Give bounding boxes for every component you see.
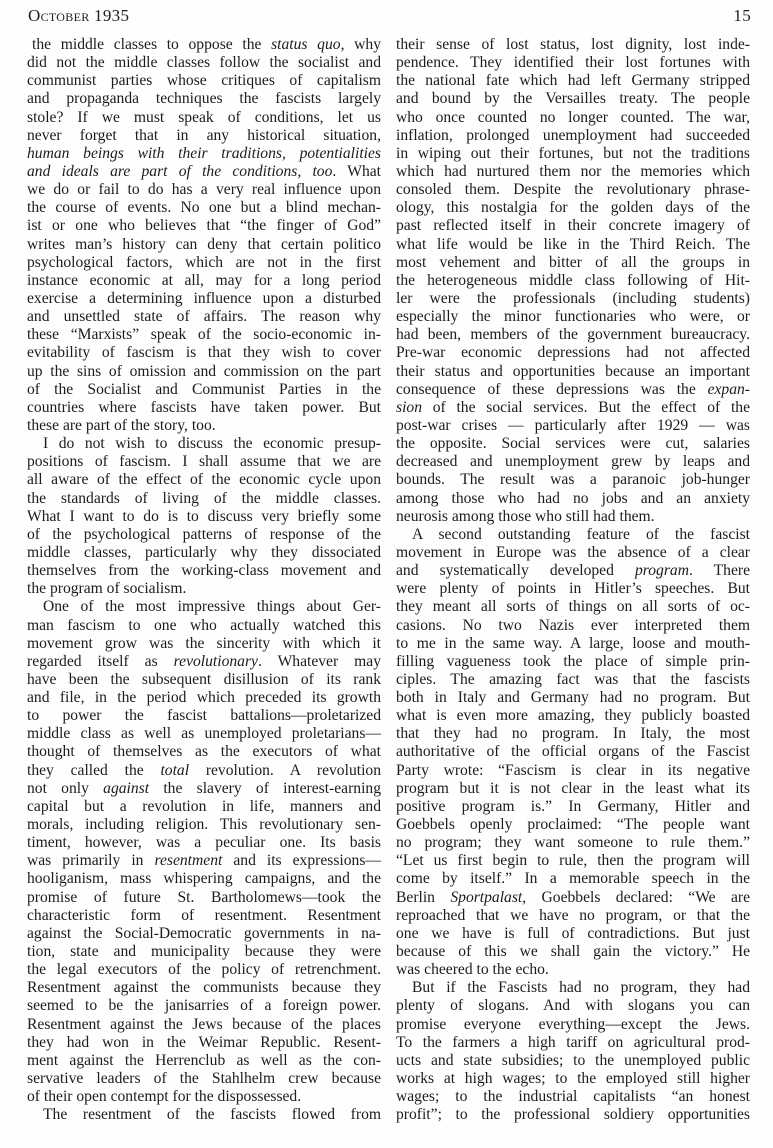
text-line: psychological factors, which are not in the first (27, 253, 381, 271)
text-line: consoled them. Despite the revolutionary phrase- (396, 181, 750, 199)
text-line: the legal executors of the policy of retrenchment. (27, 961, 381, 979)
text-line: the course of events. No one but a blind mechan- (27, 199, 381, 217)
text-line: especially the minor functionaries who were, or (396, 308, 750, 326)
text-line: these are part of the story, too. (27, 416, 216, 434)
text-line: the standards of living of the middle classes. (27, 489, 381, 507)
text-line: neurosis among those who still had them. (396, 507, 655, 525)
text-line: evitability of fascism is that they wish to cover (27, 344, 381, 362)
text-line: positive program is.” In Germany, Hitler and (396, 797, 750, 815)
page-number: 15 (733, 6, 751, 25)
text-line: both in Italy and Germany had no program. But (396, 689, 750, 707)
text-line: wages; to the industrial capitalists “an honest (396, 1088, 750, 1106)
text-line: they meant all sorts of things on all sorts of oc- (396, 598, 750, 616)
text-line: capital but a revolution in life, manners and (27, 797, 381, 815)
text-line: was primarily in resentment and its expressions— (27, 852, 381, 870)
text-line: their sense of lost status, lost dignity, lost inde- (396, 36, 750, 53)
text-line: reproached that we have no program, or that the (396, 906, 750, 924)
text-line: were plenty of points in Hitler’s speeches. But (396, 580, 750, 598)
text-line: and systematically developed program. There (396, 562, 751, 580)
text-line: the heterogeneous middle class following of Hit- (396, 271, 750, 289)
text-line: come by itself.” In a memorable speech in the (396, 870, 750, 888)
text-line: no program; they want someone to rule them.” (396, 834, 750, 852)
text-line: Goebbels openly proclaimed: “The people want (396, 816, 750, 834)
text-line: sion of the social services. But the effect of the (396, 398, 750, 416)
text-line: stole? If we must speak of conditions, let us (27, 108, 381, 126)
text-line: what life would be like in the Third Reich. The (396, 235, 750, 253)
text-line: did not the middle classes follow the socialist and (27, 54, 381, 72)
text-line: of the psychological patterns of response of the (27, 525, 381, 543)
running-head-title: October 1935 (28, 6, 130, 25)
text-line: and file, in the period which preceded its growth (27, 689, 381, 707)
text-line: Berlin Sportpalast, Goebbels declared: “We are (396, 888, 750, 906)
text-line: because of this we shall gain the victory.” He (396, 943, 750, 961)
text-line: their status and opportunities because an important (396, 362, 750, 380)
text-line: ler were the professionals (including students) (396, 289, 750, 307)
text-line: filling vagueness took the place of simple prin- (396, 652, 750, 670)
text-line: promise of future St. Bartholomews—took the (27, 888, 381, 906)
text-line: consequence of these depressions was the expan- (396, 380, 750, 398)
text-line: A second outstanding feature of the fascist (412, 525, 750, 543)
text-line: writes man’s history can deny that certain politico (27, 235, 381, 253)
text-line: not only against the slavery of interest-earning (27, 779, 381, 797)
text-line: tion, state and municipality because they were (27, 943, 381, 961)
text-line: and propaganda techniques the fascists largely (27, 90, 381, 108)
text-line: timent, however, was a peculiar one. Its basis (27, 834, 381, 852)
text-line: bounds. The result was a paranoic job-hunger (396, 471, 750, 489)
text-line: inflation, prolonged unemployment had succeeded (396, 126, 750, 144)
text-line: casions. No two Nazis ever interpreted them (396, 616, 750, 634)
text-line: movement in Europe was the absence of a clear (396, 543, 750, 561)
text-line: middle class as well as unemployed proletarians— (27, 725, 381, 743)
text-line: that they had no program. In Italy, the most (396, 725, 750, 743)
text-line: themselves from the working-class movement and (27, 562, 381, 580)
text-line: man fascism to one who actually watched this (27, 616, 381, 634)
text-line: But if the Fascists had no program, they had (412, 979, 750, 997)
text-line: ist or one who believes that “the finger of God” (27, 217, 381, 235)
text-line: decreased and unemployment grew by leaps and (396, 453, 750, 471)
text-line: to me in the same way. A large, loose and mouth- (396, 634, 750, 652)
text-line: in wiping out their fortunes, but not the traditions (396, 144, 750, 162)
text-line: against the Social-Democratic governments in na- (27, 924, 381, 942)
text-line: To the farmers a high tariff on agricultural prod- (396, 1033, 750, 1051)
text-line: which had nurtured them nor the memories which (396, 162, 750, 180)
text-line: the middle classes to oppose the status quo, why (32, 36, 381, 53)
text-line: who once counted no longer counted. The war, (396, 108, 750, 126)
text-line: the national fate which had left Germany stripped (396, 72, 750, 90)
text-line: of the Socialist and Communist Parties in the (27, 380, 381, 398)
text-line: was cheered to the echo. (396, 961, 549, 979)
text-line: the program of socialism. (27, 580, 187, 598)
text-line: we do or fail to do has a very real influence upon (27, 181, 381, 199)
text-line: morals, including religion. This revolutionary sen- (27, 816, 381, 834)
text-line: past reflected itself in their concrete imagery of (396, 217, 750, 235)
text-line: Party wrote: “Fascism is clear in its negative (396, 761, 750, 779)
text-line: of their open contempt for the dispossessed. (27, 1088, 302, 1106)
text-line: exercise a determining influence upon a disturbed (27, 289, 381, 307)
text-column-right (396, 36, 750, 1124)
text-line: works at high wages; to the employed still higher (396, 1070, 750, 1088)
text-line: authoritative of the official organs of the Fascist (396, 743, 750, 761)
text-line: these “Marxists” speak of the socio-economic in- (27, 326, 381, 344)
text-line: most vehement and bitter of all the groups in (396, 253, 750, 271)
text-line: ciples. The amazing fact was that the fascists (396, 670, 750, 688)
text-line: ment against the Herrenclub as well as the con- (27, 1051, 381, 1069)
text-column-left (27, 36, 381, 1124)
text-line: and unsettled state of affairs. The reason why (27, 308, 381, 326)
text-line: pendence. They identified their lost fortunes with (396, 54, 750, 72)
text-line: and ideals are part of the conditions, too. What (27, 162, 381, 180)
text-line: seemed to be the janisarries of a foreign power. (27, 997, 381, 1015)
text-line: servative leaders of the Stahlhelm crew because (27, 1070, 381, 1088)
text-line: they called the total revolution. A revolution (27, 761, 381, 779)
running-head (28, 6, 751, 28)
text-line: Resentment against the communists because they (27, 979, 381, 997)
text-line: Pre-war economic depressions had not affected (396, 344, 750, 362)
text-line: One of the most impressive things about Ger- (43, 598, 381, 616)
text-line: all aware of the effect of the economic cycle upon (27, 471, 381, 489)
text-line: they had won in the Weimar Republic. Resent- (27, 1033, 381, 1051)
text-line: what is even more amazing, they publicly boasted (396, 707, 750, 725)
text-line: the opposite. Social services were cut, salaries (396, 435, 750, 453)
text-line: among those who had no jobs and an anxiety (396, 489, 750, 507)
text-line: up the sins of omission and commission on the part (27, 362, 381, 380)
text-line: promise everyone everything—except the Jews. (396, 1015, 750, 1033)
text-line: middle classes, particularly why they dissociated (27, 543, 381, 561)
text-line: had been, members of the government bureaucracy. (396, 326, 750, 344)
text-line: post-war crises — particularly after 1929 — was (396, 416, 750, 434)
text-line: profit”; to the professional soldiery opportunities (396, 1106, 750, 1124)
text-line: regarded itself as revolutionary. Whatever may (27, 652, 381, 670)
text-line: thought of themselves as the executors of what (27, 743, 381, 761)
text-line: movement grow was the sincerity with which it (27, 634, 381, 652)
text-line: never forget that in any historical situation, (27, 126, 381, 144)
text-line: positions of fascism. I shall assume that we are (27, 453, 381, 471)
text-line: communist parties whose critiques of capitalism (27, 72, 381, 90)
text-line: instance economic at all, may for a long period (27, 271, 381, 289)
text-line: The resentment of the fascists flowed from (43, 1106, 381, 1124)
text-line: and bound by the Versailles treaty. The people (396, 90, 750, 108)
text-line: to power the fascist battalions—proletarized (27, 707, 381, 725)
text-line: “Let us first begin to rule, then the program will (396, 852, 750, 870)
text-line: ucts and state subsidies; to the unemployed public (396, 1051, 750, 1069)
text-line: hooliganism, mass whispering campaigns, and the (27, 870, 381, 888)
text-line: human beings with their traditions, potentialities (27, 144, 381, 162)
text-line: one we have is full of contradictions. But just (396, 924, 750, 942)
text-line: characteristic form of resentment. Resentment (27, 906, 381, 924)
text-line: have been the subsequent disillusion of its rank (27, 670, 381, 688)
text-line: ology, this nostalgia for the golden days of the (396, 199, 750, 217)
text-line: Resentment against the Jews because of the places (27, 1015, 381, 1033)
text-line: I do not wish to discuss the economic presup- (43, 435, 381, 453)
text-line: plenty of slogans. And with slogans you can (396, 997, 750, 1015)
text-line: countries where fascists have taken power. But (27, 398, 381, 416)
text-line: program but it is not clear in the least what its (396, 779, 750, 797)
text-line: What I want to do is to discuss very briefly some (27, 507, 381, 525)
